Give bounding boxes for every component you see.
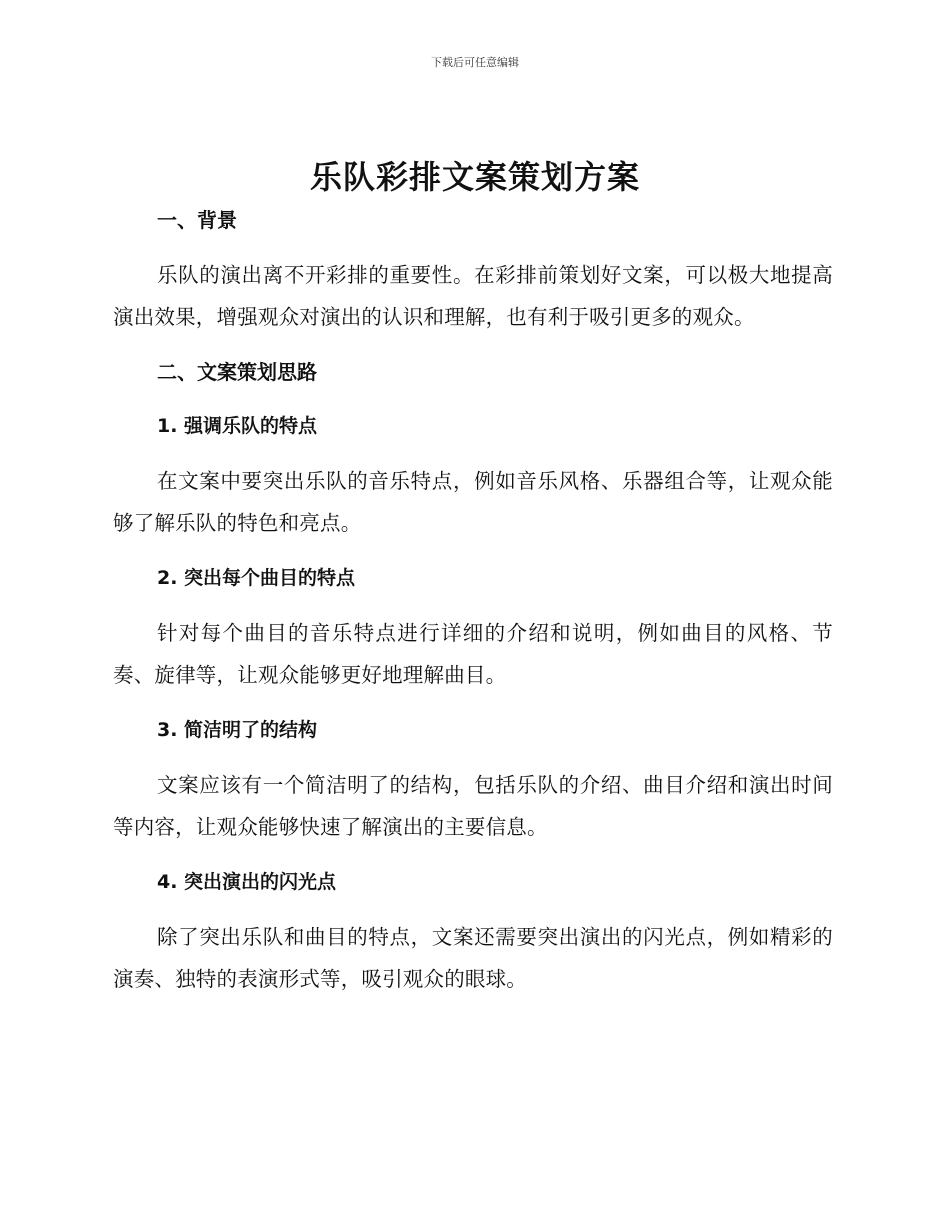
header-note: 下载后可任意编辑 (431, 56, 519, 69)
subsection-heading-4: 4. 突出演出的闪光点 (157, 871, 337, 893)
subsection-heading-3: 3. 简洁明了的结构 (157, 719, 318, 741)
document-body (113, 204, 833, 1000)
page-title: 乐队彩排文案策划方案 (309, 158, 640, 196)
paragraph-background: 乐队的演出离不开彩排的重要性。在彩排前策划好文案，可以极大地提高演出效果，增强观众对演出的认识和理解，也有利于吸引更多的观众。 (113, 263, 833, 329)
section-heading-ideas: 二、文案策划思路 (157, 360, 317, 384)
paragraph-3: 文案应该有一个简洁明了的结构，包括乐队的介绍、曲目介绍和演出时间等内容，让观众能够快速了解演出的主要信息。 (113, 773, 833, 839)
subsection-heading-1: 1. 强调乐队的特点 (157, 415, 318, 437)
paragraph-1: 在文案中要突出乐队的音乐特点，例如音乐风格、乐器组合等，让观众能够了解乐队的特色和亮点。 (113, 469, 833, 535)
section-heading-background: 一、背景 (157, 208, 237, 232)
paragraph-4: 除了突出乐队和曲目的特点，文案还需要突出演出的闪光点，例如精彩的演奏、独特的表演形式等，吸引观众的眼球。 (113, 925, 833, 991)
paragraph-2: 针对每个曲目的音乐特点进行详细的介绍和说明，例如曲目的风格、节奏、旋律等，让观众能够更好地理解曲目。 (113, 621, 833, 687)
subsection-heading-2: 2. 突出每个曲目的特点 (157, 567, 356, 589)
